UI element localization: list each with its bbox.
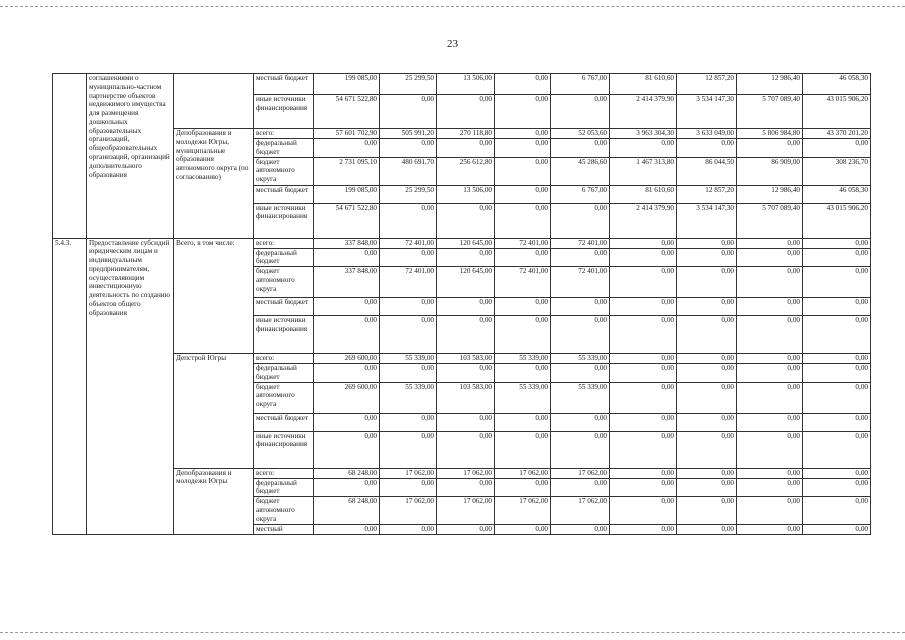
funding-source-cell: федеральный бюджет xyxy=(254,478,314,497)
amount-cell: 0,00 xyxy=(610,364,677,383)
amount-cell: 43 015 906,20 xyxy=(803,95,871,129)
amount-cell: 0,00 xyxy=(803,413,871,431)
amount-cell: 0,00 xyxy=(737,431,803,468)
budget-table xyxy=(52,73,871,535)
amount-cell: 57 601 702,90 xyxy=(314,129,380,139)
amount-cell: 0,00 xyxy=(803,497,871,524)
amount-cell: 0,00 xyxy=(314,298,380,316)
amount-cell: 0,00 xyxy=(610,497,677,524)
amount-cell: 43 370 201,20 xyxy=(803,129,871,139)
amount-cell: 0,00 xyxy=(495,185,551,203)
amount-cell: 199 085,00 xyxy=(314,74,380,95)
amount-cell: 86 909,00 xyxy=(737,157,803,185)
amount-cell: 0,00 xyxy=(551,364,610,383)
amount-cell: 0,00 xyxy=(437,524,495,534)
amount-cell: 68 248,00 xyxy=(314,468,380,478)
amount-cell: 0,00 xyxy=(437,478,495,497)
amount-cell: 25 299,50 xyxy=(380,185,437,203)
amount-cell: 0,00 xyxy=(677,298,737,316)
amount-cell: 72 401,00 xyxy=(551,267,610,298)
amount-cell: 72 401,00 xyxy=(380,238,437,248)
amount-cell: 0,00 xyxy=(495,316,551,354)
amount-cell: 0,00 xyxy=(610,316,677,354)
amount-cell: 5 707 089,40 xyxy=(737,203,803,238)
amount-cell: 270 118,80 xyxy=(437,129,495,139)
amount-cell: 0,00 xyxy=(737,497,803,524)
amount-cell: 0,00 xyxy=(610,354,677,364)
table-row xyxy=(53,468,871,478)
table-row xyxy=(53,238,871,248)
amount-cell: 0,00 xyxy=(314,413,380,431)
amount-cell: 0,00 xyxy=(803,139,871,158)
amount-cell: 55 339,00 xyxy=(495,382,551,413)
funding-source-cell: местный бюджет xyxy=(254,298,314,316)
amount-cell: 0,00 xyxy=(437,139,495,158)
amount-cell: 0,00 xyxy=(677,139,737,158)
amount-cell: 0,00 xyxy=(803,524,871,534)
funding-source-cell: федеральный бюджет xyxy=(254,248,314,267)
funding-source-cell: иные источники финансирования xyxy=(254,203,314,238)
amount-cell: 0,00 xyxy=(551,248,610,267)
amount-cell: 12 986,40 xyxy=(737,185,803,203)
scan-edge-top xyxy=(0,6,905,7)
amount-cell: 72 401,00 xyxy=(495,238,551,248)
amount-cell: 0,00 xyxy=(737,354,803,364)
amount-cell: 0,00 xyxy=(551,431,610,468)
amount-cell: 0,00 xyxy=(677,354,737,364)
amount-cell: 0,00 xyxy=(551,524,610,534)
measure-name-cell: соглашениями о муниципально-частном партнерстве объектов недвижимого имущества для размещения дошкольных образовательных организаций, общеобразовательных организаций, организаций дополнительного образования xyxy=(87,74,174,239)
amount-cell: 0,00 xyxy=(437,203,495,238)
amount-cell: 5 806 984,80 xyxy=(737,129,803,139)
amount-cell: 199 085,00 xyxy=(314,185,380,203)
amount-cell: 0,00 xyxy=(551,478,610,497)
amount-cell: 103 583,00 xyxy=(437,354,495,364)
amount-cell: 0,00 xyxy=(437,248,495,267)
funding-source-cell: всего: xyxy=(254,238,314,248)
amount-cell: 0,00 xyxy=(737,478,803,497)
amount-cell: 54 671 522,80 xyxy=(314,95,380,129)
amount-cell: 0,00 xyxy=(380,95,437,129)
funding-source-cell: всего: xyxy=(254,354,314,364)
amount-cell: 0,00 xyxy=(495,478,551,497)
amount-cell: 0,00 xyxy=(677,478,737,497)
amount-cell: 0,00 xyxy=(610,524,677,534)
executor-cell xyxy=(174,74,254,129)
amount-cell: 0,00 xyxy=(314,478,380,497)
amount-cell: 0,00 xyxy=(314,139,380,158)
amount-cell: 6 767,00 xyxy=(551,74,610,95)
amount-cell: 0,00 xyxy=(610,238,677,248)
amount-cell: 0,00 xyxy=(437,431,495,468)
amount-cell: 0,00 xyxy=(314,431,380,468)
amount-cell: 17 062,00 xyxy=(495,497,551,524)
amount-cell: 0,00 xyxy=(677,238,737,248)
amount-cell: 81 610,60 xyxy=(610,185,677,203)
funding-source-cell: федеральный бюджет xyxy=(254,364,314,383)
amount-cell: 0,00 xyxy=(610,413,677,431)
amount-cell: 17 062,00 xyxy=(551,468,610,478)
amount-cell: 55 339,00 xyxy=(551,354,610,364)
amount-cell: 0,00 xyxy=(314,248,380,267)
amount-cell: 55 339,00 xyxy=(380,382,437,413)
amount-cell: 0,00 xyxy=(677,382,737,413)
amount-cell: 0,00 xyxy=(495,129,551,139)
funding-source-cell: местный бюджет xyxy=(254,74,314,95)
amount-cell: 0,00 xyxy=(495,203,551,238)
amount-cell: 0,00 xyxy=(495,139,551,158)
funding-source-cell: бюджет автономного округа xyxy=(254,267,314,298)
amount-cell: 68 248,00 xyxy=(314,497,380,524)
amount-cell: 0,00 xyxy=(677,316,737,354)
funding-source-cell: местный бюджет xyxy=(254,185,314,203)
amount-cell: 0,00 xyxy=(803,431,871,468)
amount-cell: 0,00 xyxy=(314,364,380,383)
executor-cell: Депобразования и молодежи Югры, муниципальные образования автономного округа (по согласованию) xyxy=(174,129,254,239)
amount-cell: 1 467 313,80 xyxy=(610,157,677,185)
amount-cell: 0,00 xyxy=(551,316,610,354)
amount-cell: 5 707 089,40 xyxy=(737,95,803,129)
amount-cell: 0,00 xyxy=(495,524,551,534)
amount-cell: 0,00 xyxy=(610,468,677,478)
amount-cell: 45 286,60 xyxy=(551,157,610,185)
amount-cell: 0,00 xyxy=(737,364,803,383)
amount-cell: 0,00 xyxy=(677,524,737,534)
amount-cell: 0,00 xyxy=(610,139,677,158)
table-row xyxy=(53,354,871,364)
amount-cell: 13 506,00 xyxy=(437,185,495,203)
funding-source-cell: всего: xyxy=(254,129,314,139)
amount-cell: 0,00 xyxy=(737,413,803,431)
amount-cell: 0,00 xyxy=(551,139,610,158)
amount-cell: 0,00 xyxy=(610,267,677,298)
amount-cell: 0,00 xyxy=(610,298,677,316)
amount-cell: 17 062,00 xyxy=(437,468,495,478)
amount-cell: 0,00 xyxy=(495,157,551,185)
amount-cell: 0,00 xyxy=(437,413,495,431)
amount-cell: 120 645,00 xyxy=(437,238,495,248)
amount-cell: 505 991,20 xyxy=(380,129,437,139)
amount-cell: 17 062,00 xyxy=(380,468,437,478)
amount-cell: 0,00 xyxy=(380,316,437,354)
amount-cell: 0,00 xyxy=(803,382,871,413)
funding-source-cell: бюджет автономного округа xyxy=(254,382,314,413)
executor-cell: Всего, в том числе: xyxy=(174,238,254,354)
funding-source-cell: иные источники финансирования xyxy=(254,431,314,468)
amount-cell: 308 236,70 xyxy=(803,157,871,185)
amount-cell: 0,00 xyxy=(551,95,610,129)
amount-cell: 2 414 379,90 xyxy=(610,95,677,129)
amount-cell: 337 848,00 xyxy=(314,238,380,248)
amount-cell: 0,00 xyxy=(380,139,437,158)
amount-cell: 0,00 xyxy=(803,238,871,248)
amount-cell: 3 534 147,30 xyxy=(677,203,737,238)
amount-cell: 13 506,00 xyxy=(437,74,495,95)
amount-cell: 0,00 xyxy=(495,74,551,95)
amount-cell: 0,00 xyxy=(495,298,551,316)
amount-cell: 0,00 xyxy=(803,354,871,364)
amount-cell: 0,00 xyxy=(380,298,437,316)
amount-cell: 72 401,00 xyxy=(495,267,551,298)
amount-cell: 0,00 xyxy=(737,524,803,534)
amount-cell: 0,00 xyxy=(737,316,803,354)
amount-cell: 12 857,20 xyxy=(677,185,737,203)
funding-source-cell: бюджет автономного округа xyxy=(254,157,314,185)
amount-cell: 0,00 xyxy=(803,267,871,298)
amount-cell: 52 053,60 xyxy=(551,129,610,139)
item-code-cell xyxy=(53,74,87,239)
measure-name-cell: Предоставление субсидий юридическим лицам и индивидуальным предпринимателям, осуществляющим инвестиционную деятельность по созданию объектов общего образования xyxy=(87,238,174,534)
amount-cell: 0,00 xyxy=(737,298,803,316)
amount-cell: 0,00 xyxy=(551,413,610,431)
amount-cell: 0,00 xyxy=(495,248,551,267)
amount-cell: 0,00 xyxy=(737,238,803,248)
amount-cell: 0,00 xyxy=(677,267,737,298)
table-row xyxy=(53,74,871,95)
amount-cell: 17 062,00 xyxy=(437,497,495,524)
amount-cell: 0,00 xyxy=(677,413,737,431)
amount-cell: 0,00 xyxy=(314,316,380,354)
funding-source-cell: иные источники финансирования xyxy=(254,95,314,129)
amount-cell: 12 857,20 xyxy=(677,74,737,95)
amount-cell: 72 401,00 xyxy=(551,238,610,248)
amount-cell: 0,00 xyxy=(610,382,677,413)
amount-cell: 0,00 xyxy=(380,203,437,238)
amount-cell: 0,00 xyxy=(803,364,871,383)
amount-cell: 3 963 304,30 xyxy=(610,129,677,139)
amount-cell: 2 731 095,10 xyxy=(314,157,380,185)
amount-cell: 3 534 147,30 xyxy=(677,95,737,129)
funding-source-cell: местный бюджет xyxy=(254,413,314,431)
executor-cell: Депстрой Югры xyxy=(174,354,254,469)
amount-cell: 0,00 xyxy=(437,95,495,129)
amount-cell: 0,00 xyxy=(495,431,551,468)
item-code-cell: 5.4.3. xyxy=(53,238,87,534)
amount-cell: 43 015 906,20 xyxy=(803,203,871,238)
amount-cell: 0,00 xyxy=(380,413,437,431)
funding-source-cell: бюджет автономного округа xyxy=(254,497,314,524)
scan-edge-bottom xyxy=(0,632,905,633)
amount-cell: 86 044,50 xyxy=(677,157,737,185)
funding-source-cell: иные источники финансирования xyxy=(254,316,314,354)
funding-source-cell: федеральный бюджет xyxy=(254,139,314,158)
amount-cell: 0,00 xyxy=(610,431,677,468)
amount-cell: 120 645,00 xyxy=(437,267,495,298)
amount-cell: 55 339,00 xyxy=(380,354,437,364)
amount-cell: 0,00 xyxy=(437,364,495,383)
amount-cell: 54 671 522,80 xyxy=(314,203,380,238)
amount-cell: 46 058,30 xyxy=(803,74,871,95)
amount-cell: 3 633 049,00 xyxy=(677,129,737,139)
amount-cell: 0,00 xyxy=(677,248,737,267)
amount-cell: 46 058,30 xyxy=(803,185,871,203)
amount-cell: 0,00 xyxy=(737,248,803,267)
amount-cell: 269 600,00 xyxy=(314,382,380,413)
table-row xyxy=(53,129,871,139)
amount-cell: 0,00 xyxy=(737,382,803,413)
amount-cell: 17 062,00 xyxy=(551,497,610,524)
amount-cell: 0,00 xyxy=(380,364,437,383)
amount-cell: 6 767,00 xyxy=(551,185,610,203)
amount-cell: 0,00 xyxy=(380,478,437,497)
amount-cell: 0,00 xyxy=(677,431,737,468)
amount-cell: 25 299,50 xyxy=(380,74,437,95)
amount-cell: 0,00 xyxy=(380,431,437,468)
amount-cell: 17 062,00 xyxy=(495,468,551,478)
amount-cell: 0,00 xyxy=(495,364,551,383)
amount-cell: 17 062,00 xyxy=(380,497,437,524)
executor-cell: Депобразования и молодежи Югры xyxy=(174,468,254,534)
amount-cell: 0,00 xyxy=(803,468,871,478)
amount-cell: 2 414 379,90 xyxy=(610,203,677,238)
amount-cell: 0,00 xyxy=(314,524,380,534)
amount-cell: 0,00 xyxy=(677,364,737,383)
amount-cell: 103 583,00 xyxy=(437,382,495,413)
amount-cell: 81 610,60 xyxy=(610,74,677,95)
amount-cell: 0,00 xyxy=(737,468,803,478)
amount-cell: 0,00 xyxy=(551,203,610,238)
funding-source-cell: местный xyxy=(254,524,314,534)
amount-cell: 0,00 xyxy=(495,95,551,129)
amount-cell: 337 848,00 xyxy=(314,267,380,298)
amount-cell: 0,00 xyxy=(677,468,737,478)
amount-cell: 256 612,80 xyxy=(437,157,495,185)
amount-cell: 0,00 xyxy=(437,298,495,316)
amount-cell: 12 986,40 xyxy=(737,74,803,95)
amount-cell: 0,00 xyxy=(610,478,677,497)
amount-cell: 0,00 xyxy=(737,267,803,298)
amount-cell: 0,00 xyxy=(551,298,610,316)
amount-cell: 0,00 xyxy=(380,524,437,534)
amount-cell: 0,00 xyxy=(380,248,437,267)
amount-cell: 269 600,00 xyxy=(314,354,380,364)
amount-cell: 0,00 xyxy=(803,248,871,267)
funding-source-cell: всего: xyxy=(254,468,314,478)
page-number: 23 xyxy=(447,38,458,50)
amount-cell: 0,00 xyxy=(677,497,737,524)
amount-cell: 72 401,00 xyxy=(380,267,437,298)
amount-cell: 0,00 xyxy=(495,413,551,431)
amount-cell: 55 339,00 xyxy=(551,382,610,413)
amount-cell: 55 339,00 xyxy=(495,354,551,364)
amount-cell: 0,00 xyxy=(803,298,871,316)
amount-cell: 0,00 xyxy=(610,248,677,267)
amount-cell: 0,00 xyxy=(737,139,803,158)
amount-cell: 480 691,70 xyxy=(380,157,437,185)
amount-cell: 0,00 xyxy=(803,316,871,354)
amount-cell: 0,00 xyxy=(803,478,871,497)
amount-cell: 0,00 xyxy=(437,316,495,354)
